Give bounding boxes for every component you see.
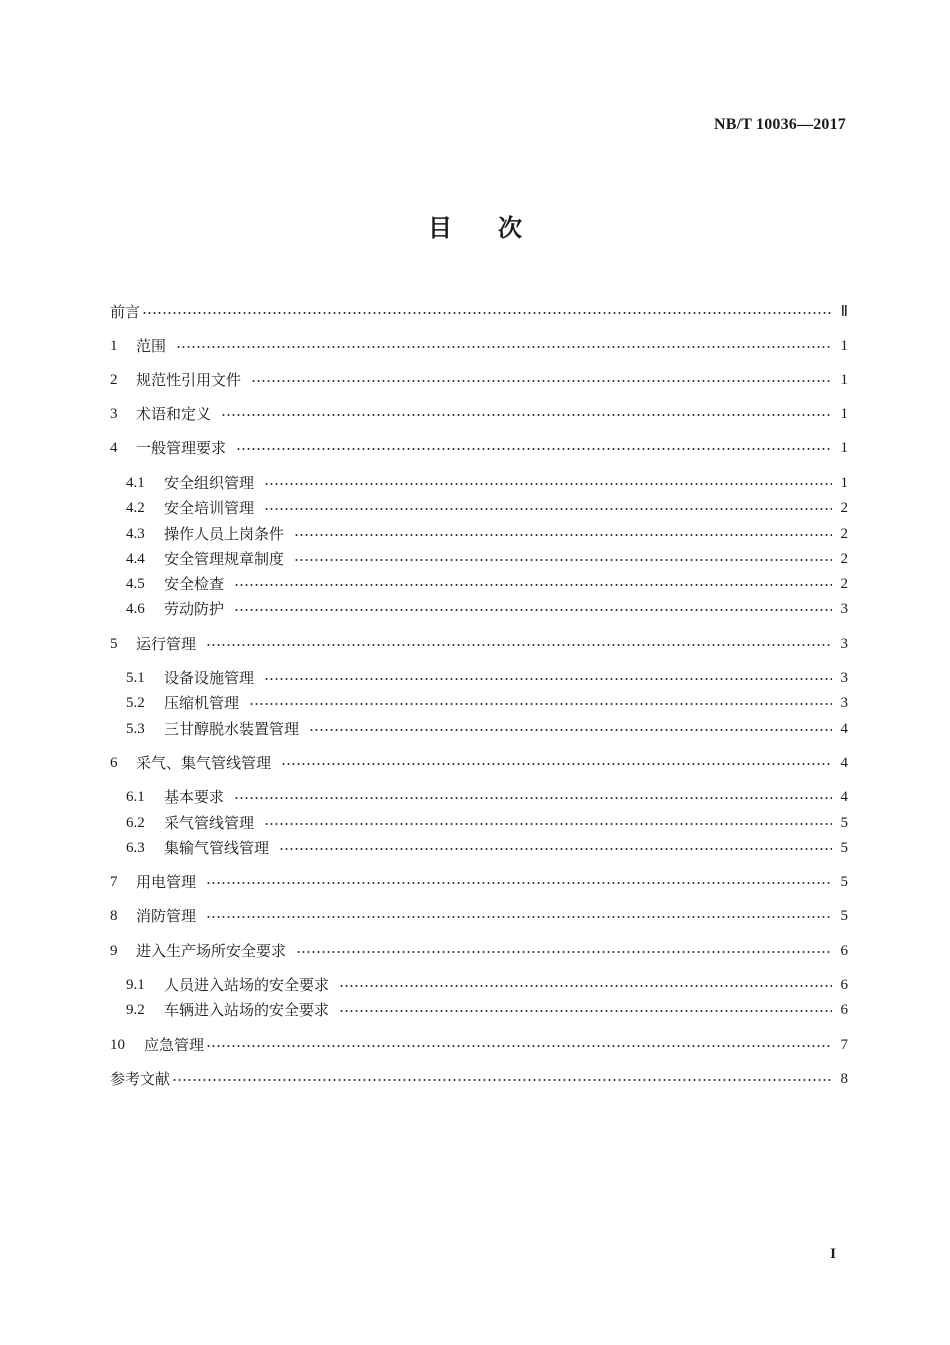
leader-dots bbox=[251, 380, 832, 382]
leader-dots bbox=[206, 916, 832, 918]
leader-dots bbox=[206, 644, 832, 646]
leader-dots bbox=[206, 882, 832, 884]
toc-label: 压缩机管理 bbox=[164, 694, 240, 712]
toc-entry-10[interactable] bbox=[110, 1033, 848, 1057]
toc-page: 8 bbox=[840, 1071, 848, 1087]
toc-number: 5.2 bbox=[126, 695, 145, 711]
toc-number: 5.1 bbox=[126, 670, 145, 686]
toc-number: 5 bbox=[110, 636, 118, 652]
toc-number: 6.2 bbox=[126, 815, 145, 831]
toc-number: 4.6 bbox=[126, 601, 145, 617]
toc-entry-5-2[interactable] bbox=[126, 691, 848, 715]
toc-entry-4-4[interactable] bbox=[126, 547, 848, 571]
toc-entry-6-1[interactable] bbox=[126, 785, 848, 809]
leader-dots bbox=[176, 346, 832, 348]
toc-label: 安全管理规章制度 bbox=[164, 550, 285, 568]
toc-page: 6 bbox=[840, 977, 848, 993]
toc-page: 1 bbox=[840, 338, 848, 354]
toc-page: 6 bbox=[840, 1002, 848, 1018]
toc-page: 3 bbox=[840, 636, 848, 652]
leader-dots bbox=[221, 414, 832, 416]
toc-label: 三甘醇脱水装置管理 bbox=[164, 720, 300, 738]
toc-entry-5-1[interactable] bbox=[126, 666, 848, 690]
toc-label: 安全培训管理 bbox=[164, 499, 255, 517]
toc-number: 4 bbox=[110, 440, 118, 456]
toc-page: 3 bbox=[840, 670, 848, 686]
toc-entry-4[interactable] bbox=[110, 436, 848, 460]
toc-number: 6.3 bbox=[126, 840, 145, 856]
toc-number: 10 bbox=[110, 1037, 125, 1053]
toc-label: 基本要求 bbox=[164, 788, 225, 806]
toc-page: 7 bbox=[840, 1037, 848, 1053]
leader-dots bbox=[309, 729, 832, 731]
toc-page: 3 bbox=[840, 601, 848, 617]
leader-dots bbox=[279, 848, 832, 850]
toc-entry-6-3[interactable] bbox=[126, 836, 848, 860]
toc-entry-4-1[interactable] bbox=[126, 471, 848, 495]
toc-page: 5 bbox=[840, 908, 848, 924]
toc-label: 一般管理要求 bbox=[136, 439, 227, 457]
toc-page: 4 bbox=[840, 789, 848, 805]
toc-page: 3 bbox=[840, 695, 848, 711]
toc-page: 2 bbox=[840, 526, 848, 542]
toc-page: 5 bbox=[840, 815, 848, 831]
leader-dots bbox=[234, 609, 832, 611]
toc-number: 9 bbox=[110, 943, 118, 959]
toc-number: 9.2 bbox=[126, 1002, 145, 1018]
leader-dots bbox=[172, 1079, 832, 1081]
toc-entry-2[interactable] bbox=[110, 368, 848, 392]
toc-number: 8 bbox=[110, 908, 118, 924]
leader-dots bbox=[294, 559, 832, 561]
toc-label: 范围 bbox=[136, 337, 167, 355]
leader-dots bbox=[294, 534, 832, 536]
toc-page: 4 bbox=[840, 755, 848, 771]
toc-number: 1 bbox=[110, 338, 118, 354]
toc-number: 6 bbox=[110, 755, 118, 771]
toc-entry-6[interactable] bbox=[110, 751, 848, 775]
toc-number: 4.5 bbox=[126, 576, 145, 592]
toc-entry-references[interactable] bbox=[110, 1067, 848, 1091]
toc-entry-9[interactable] bbox=[110, 939, 848, 963]
page-number: I bbox=[830, 1246, 836, 1262]
toc-page: 5 bbox=[840, 840, 848, 856]
toc-number: 6.1 bbox=[126, 789, 145, 805]
toc-page: 1 bbox=[840, 406, 848, 422]
toc-entry-9-2[interactable] bbox=[126, 998, 848, 1022]
document-code: NB/T 10036—2017 bbox=[713, 116, 846, 133]
toc-label: 人员进入站场的安全要求 bbox=[164, 976, 330, 994]
toc-label: 设备设施管理 bbox=[164, 669, 255, 687]
toc-number: 7 bbox=[110, 874, 118, 890]
toc-entry-8[interactable] bbox=[110, 904, 848, 928]
toc-label: 应急管理 bbox=[144, 1036, 205, 1054]
toc-label: 运行管理 bbox=[136, 635, 197, 653]
toc-entry-4-5[interactable] bbox=[126, 572, 848, 596]
toc-label: 参考文献 bbox=[110, 1070, 171, 1088]
toc-label: 进入生产场所安全要求 bbox=[136, 942, 287, 960]
leader-dots bbox=[234, 797, 832, 799]
toc-entry-6-2[interactable] bbox=[126, 811, 848, 835]
toc-entry-3[interactable] bbox=[110, 402, 848, 426]
leader-dots bbox=[249, 703, 832, 705]
toc-label: 采气、集气管线管理 bbox=[136, 754, 272, 772]
leader-dots bbox=[339, 1010, 832, 1012]
toc-label: 消防管理 bbox=[136, 907, 197, 925]
toc-label: 术语和定义 bbox=[136, 405, 212, 423]
toc-page: 1 bbox=[840, 440, 848, 456]
toc-label: 前言 bbox=[110, 303, 141, 321]
toc-number: 5.3 bbox=[126, 721, 145, 737]
toc-page: 1 bbox=[840, 372, 848, 388]
toc-label: 安全检查 bbox=[164, 575, 225, 593]
toc-entry-9-1[interactable] bbox=[126, 973, 848, 997]
toc-number: 4.2 bbox=[126, 500, 145, 516]
toc-entry-5-3[interactable] bbox=[126, 717, 848, 741]
toc-page: 2 bbox=[840, 576, 848, 592]
toc-label: 安全组织管理 bbox=[164, 474, 255, 492]
toc-number: 9.1 bbox=[126, 977, 145, 993]
leader-dots bbox=[281, 763, 832, 765]
toc-number: 4.3 bbox=[126, 526, 145, 542]
toc-page: 6 bbox=[840, 943, 848, 959]
toc-number: 4.1 bbox=[126, 475, 145, 491]
toc-entry-4-6[interactable] bbox=[126, 597, 848, 621]
toc-label: 车辆进入站场的安全要求 bbox=[164, 1001, 330, 1019]
toc-entry-foreword[interactable] bbox=[110, 300, 848, 324]
toc-page: 2 bbox=[840, 551, 848, 567]
toc-page: 1 bbox=[840, 475, 848, 491]
toc-number: 3 bbox=[110, 406, 118, 422]
toc-entry-5[interactable] bbox=[110, 632, 848, 656]
toc-page: Ⅱ bbox=[840, 304, 848, 320]
toc-label: 采气管线管理 bbox=[164, 814, 255, 832]
toc-label: 集输气管线管理 bbox=[164, 839, 270, 857]
toc-number: 4.4 bbox=[126, 551, 145, 567]
leader-dots bbox=[296, 951, 832, 953]
leader-dots bbox=[142, 312, 832, 314]
toc-entry-1[interactable] bbox=[110, 334, 848, 358]
toc-page: 4 bbox=[840, 721, 848, 737]
leader-dots bbox=[234, 584, 832, 586]
toc-number: 2 bbox=[110, 372, 118, 388]
leader-dots bbox=[236, 448, 832, 450]
leader-dots bbox=[264, 483, 832, 485]
toc-page: 5 bbox=[840, 874, 848, 890]
toc-label: 操作人员上岗条件 bbox=[164, 525, 285, 543]
toc-entry-4-3[interactable] bbox=[126, 522, 848, 546]
leader-dots bbox=[264, 678, 832, 680]
page-title: 目次 bbox=[428, 214, 568, 242]
toc-label: 用电管理 bbox=[136, 873, 197, 891]
toc-entry-7[interactable] bbox=[110, 870, 848, 894]
leader-dots bbox=[264, 823, 832, 825]
leader-dots bbox=[206, 1045, 832, 1047]
toc-label: 劳动防护 bbox=[164, 600, 225, 618]
toc-entry-4-2[interactable] bbox=[126, 496, 848, 520]
toc-page: 2 bbox=[840, 500, 848, 516]
toc-label: 规范性引用文件 bbox=[136, 371, 242, 389]
leader-dots bbox=[339, 985, 832, 987]
leader-dots bbox=[264, 508, 832, 510]
